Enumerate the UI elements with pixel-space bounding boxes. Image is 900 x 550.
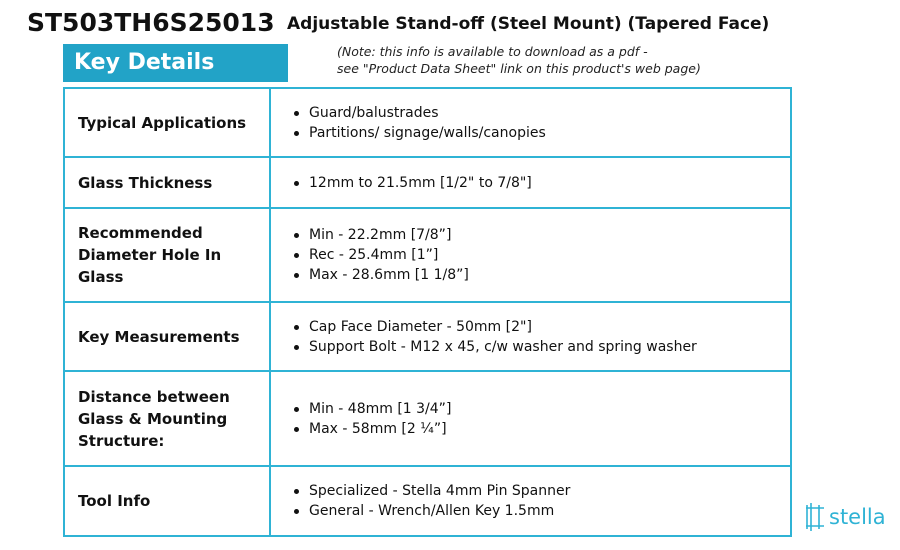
note-line-2: see "Product Data Sheet" link on this product's web page) <box>337 61 701 76</box>
row-value <box>270 208 791 302</box>
bullet-list <box>293 399 790 439</box>
row-label-line: Glass & Mounting <box>78 409 228 428</box>
row-value <box>270 466 791 536</box>
list-item: Rec - 25.4mm [1”] <box>293 245 790 265</box>
list-item: Min - 22.2mm [7/8”] <box>293 225 790 245</box>
stella-logo <box>805 502 886 532</box>
table-row <box>64 466 791 536</box>
list-item: Partitions/ signage/walls/canopies <box>293 123 790 143</box>
bullet-list <box>293 225 790 285</box>
key-details-heading: Key Details <box>63 44 288 82</box>
row-value <box>270 302 791 371</box>
row-label-line: Recommended <box>78 224 203 242</box>
bullet-list <box>293 481 790 521</box>
list-item: General - Wrench/Allen Key 1.5mm <box>293 501 790 521</box>
row-value <box>270 371 791 466</box>
table-row <box>64 157 791 208</box>
table-row <box>64 88 791 157</box>
key-details-table <box>63 87 792 537</box>
row-label-line: Glass Thickness <box>78 173 213 192</box>
row-label <box>64 302 270 371</box>
bullet-list <box>293 317 790 357</box>
row-label-line: Structure: <box>78 431 165 450</box>
list-item: 12mm to 21.5mm [1/2" to 7/8"] <box>293 173 790 193</box>
row-label-line: Key Measurements <box>78 327 240 346</box>
table-row <box>64 302 791 371</box>
stella-frame-icon <box>805 502 825 532</box>
bullet-list <box>293 173 790 193</box>
list-item: Max - 58mm [2 ¼”] <box>293 419 790 439</box>
logo-text: stella <box>829 504 886 529</box>
row-label-line: Diameter Hole In <box>78 246 222 264</box>
product-name: Adjustable Stand-off (Steel Mount) (Tapered Face) <box>287 14 770 34</box>
row-label <box>64 88 270 157</box>
row-label <box>64 208 270 302</box>
row-label <box>64 371 270 466</box>
product-code: ST503TH6S25013 <box>27 8 275 37</box>
table-row <box>64 208 791 302</box>
list-item: Guard/balustrades <box>293 103 790 123</box>
download-note <box>337 43 701 77</box>
note-line-1: (Note: this info is available to download as a pdf - <box>337 44 648 59</box>
list-item: Specialized - Stella 4mm Pin Spanner <box>293 481 790 501</box>
row-label <box>64 157 270 208</box>
row-value <box>270 157 791 208</box>
row-label-line: Distance between <box>78 387 230 406</box>
list-item: Support Bolt - M12 x 45, c/w washer and spring washer <box>293 337 790 357</box>
list-item: Max - 28.6mm [1 1/8”] <box>293 265 790 285</box>
bullet-list <box>293 103 790 143</box>
list-item: Min - 48mm [1 3/4”] <box>293 399 790 419</box>
row-label-line: Glass <box>78 268 124 286</box>
table-row <box>64 371 791 466</box>
row-label-line: Tool Info <box>78 492 151 510</box>
row-label-line: Typical Applications <box>78 113 247 132</box>
list-item: Cap Face Diameter - 50mm [2"] <box>293 317 790 337</box>
row-value <box>270 88 791 157</box>
row-label <box>64 466 270 536</box>
